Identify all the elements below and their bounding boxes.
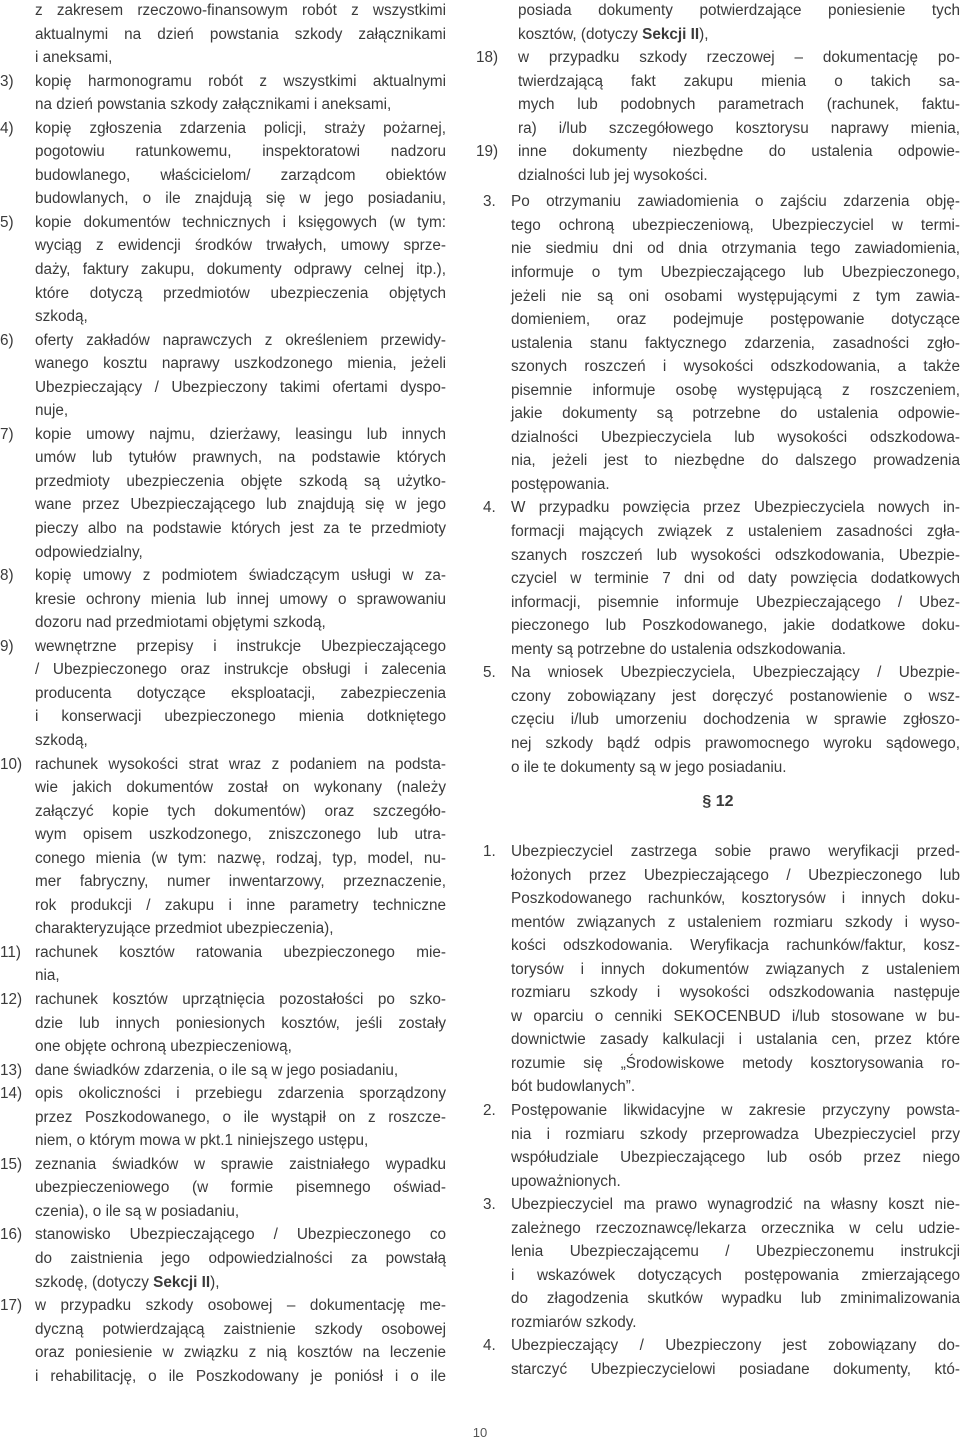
text-line: z zakresem rzeczowo-finansowym robót z wszystkimi <box>35 2 446 19</box>
section-heading: § 12 <box>702 793 734 810</box>
text-line: dzie lub innych poniesionych kosztów, jeśli zostały <box>35 1014 446 1032</box>
text-line: w przypadku szkody rzeczowej – dokumentację po- <box>518 49 960 67</box>
paragraph <box>476 1193 960 1334</box>
item-number: 15) <box>0 1155 23 1173</box>
text-line: lenia Ubezpieczającemu / Ubezpieczonemu instrukcji <box>511 1243 960 1261</box>
text-line: tego ochroną ubezpieczeniową, Ubezpieczyciel w termi- <box>511 216 960 234</box>
text-line: szkodą, <box>35 308 88 326</box>
item-number: 3) <box>0 72 14 90</box>
text-line: dyczną potwierdzającą zaistnienie szkody osobowej <box>35 1320 446 1338</box>
left-column <box>0 0 446 1388</box>
list-item <box>0 1294 446 1388</box>
text-line: nie siedmiu dni od dnia otrzymania tego zawiadomienia, <box>511 240 960 258</box>
text-line: Poszkodowanego rachunków, kosztorysów i innych doku- <box>511 890 960 908</box>
item-number: 17) <box>0 1297 23 1315</box>
text-line: dzialności Ubezpieczyciela lub wysokości odszkodowa- <box>511 428 960 446</box>
text-line: one objęte ochroną ubezpieczeniową, <box>35 1038 292 1056</box>
text-line: czenia), o ile są w posiadaniu, <box>35 1202 240 1220</box>
list-item <box>0 1059 446 1083</box>
right-column <box>476 0 960 779</box>
text-line: odpowiedzialny, <box>35 543 143 561</box>
text-line: wyciąg z ewidencji środków trwałych, umowy sprze- <box>35 237 446 255</box>
item-number: 5) <box>0 213 14 231</box>
text-line: i konserwacji ubezpieczonego mienia dotkniętego <box>35 708 446 726</box>
text-line: conego mienia (w tym: nazwę, rodzaj, typ, model, nu- <box>35 849 446 867</box>
text-line: szonych roszczeń i wysokości odszkodowania, a także <box>511 358 960 376</box>
text-line: pieczonego lub Poszkodowanego, jakie dodatkowe doku- <box>511 617 960 635</box>
paragraph <box>476 661 960 779</box>
text-line: downictwie zasady kalkulacji i ustalania cen, przez które <box>511 1031 960 1049</box>
text-line: łożonych przez Ubezpieczającego / Ubezpieczonego lub <box>511 866 960 884</box>
text-span: szkodę, (dotyczy <box>35 1273 154 1291</box>
paragraph-number: 2. <box>483 1102 496 1120</box>
text-line: Postępowanie likwidacyjne w zakresie przyczyny powsta- <box>511 1102 960 1120</box>
text-line: przedmioty ubezpieczenia objęte szkodą są użytko- <box>35 472 446 490</box>
text-line: na dzień powstania szkody załącznikami i aneksami, <box>35 96 392 114</box>
item-number: 4) <box>0 119 14 137</box>
text-line: Ubezpieczający / Ubezpieczony jest zobowiązany do- <box>511 1337 960 1355</box>
text-line: dane świadków zdarzenia, o ile są w jego posiadaniu, <box>35 1061 399 1079</box>
text-line: dzialności lub jej wysokości. <box>518 166 708 184</box>
text-line: niem, o którym mowa w pkt.1 niniejszego ustępu, <box>35 1132 369 1150</box>
text-line: menty są potrzebne do ustalenia odszkodowania. <box>511 640 847 658</box>
text-line: które dotyczą przedmiotów ubezpieczenia objętych <box>35 284 446 302</box>
text-line: kopie umowy najmu, dzierżawy, leasingu lub innych <box>35 425 446 443</box>
item-number: 7) <box>0 425 14 443</box>
item-number: 10) <box>0 755 23 773</box>
text-line: nej szkody bądź odpis prawomocnego wyroku sądowego, <box>511 734 960 752</box>
text-line: w przypadku szkody osobowej – dokumentację me- <box>35 1297 446 1315</box>
text-line: wanego kosztu naprawy uszkodzonego mienia, jeżeli <box>35 355 446 373</box>
text-line: oraz poniesienie w związku z nią kosztów na leczenie <box>35 1344 446 1362</box>
text-line: czony zobowiązany jest doręczyć postanowienie o wsz- <box>511 687 960 705</box>
text-line: budowlanego, właścicielom/ zarządcom obiektów <box>35 166 446 184</box>
text-line: pogotowiu ratunkowemu, inspektoratowi nadzoru <box>35 143 446 161</box>
text-span: kosztów, (dotyczy <box>518 25 643 43</box>
paragraph-number: 3. <box>483 193 496 211</box>
list-item <box>0 117 446 211</box>
text-span: ), <box>699 25 709 43</box>
paragraph <box>476 840 960 1099</box>
text-line: producenta dotyczące eksploatacji, zabezpieczenia <box>35 684 446 702</box>
text-line: Ubezpieczający / Ubezpieczony takimi ofertami dyspo- <box>35 378 446 396</box>
text-line: pieczy albo na podstawie których jest za te przedmioty <box>35 520 446 538</box>
text-line: ra) i/lub szczegółowego kosztorysu naprawy mienia, <box>518 119 960 137</box>
text-line: pisemnie informuje osobę występującą z roszczeniem, <box>511 381 960 399</box>
list-item <box>0 753 446 941</box>
text-line: kości odszkodowania. Weryfikacja rachunków/faktur, kosz- <box>511 937 960 955</box>
item-number: 12) <box>0 990 23 1008</box>
text-line: mentów związanych z ustaleniem rozmiaru szkody i wyso- <box>511 913 960 931</box>
list-item <box>0 211 446 329</box>
paragraph-number: 4. <box>483 499 496 517</box>
item-number: 14) <box>0 1085 23 1103</box>
text-line: jakie dokumenty są potrzebne do ustalenia odpowie- <box>511 405 960 423</box>
text-span: ), <box>210 1273 220 1291</box>
text-line: nuje, <box>35 402 69 420</box>
text-line: umów lub tytułów prawnych, na podstawie których <box>35 449 446 467</box>
paragraph <box>476 1334 960 1381</box>
text-line: kopię umowy z podmiotem świadczącym usługi w za- <box>35 567 446 585</box>
item-number: 16) <box>0 1226 23 1244</box>
text-line: bót budowlanych”. <box>511 1078 636 1096</box>
list-item <box>476 46 960 140</box>
text-line: kopię harmonogramu robót z wszystkimi aktualnymi <box>35 72 446 90</box>
item-number: 11) <box>0 943 21 961</box>
item-number: 9) <box>0 637 14 655</box>
text-line: W przypadku powzięcia przez Ubezpieczyciela nowych in- <box>511 499 960 517</box>
text-line: i wskazówek dotyczących postępowania zmierzającego <box>511 1266 960 1284</box>
text-line: rok produkcji / zakupu i inne parametry techniczne <box>35 896 446 914</box>
text-line: nia i rozmiaru szkody przeprowadza Ubezpieczyciel przy <box>511 1125 960 1143</box>
text-line: stanowisko Ubezpieczającego / Ubezpieczonego co <box>35 1226 446 1244</box>
paragraph <box>476 1099 960 1193</box>
text-line: czyciel w terminie 7 dni od daty powzięcia dodatkowych <box>511 570 960 588</box>
text-line: do złagodzenia skutków wypadku lub zminimalizowania <box>511 1290 960 1308</box>
text-line: oferty zakładów naprawczych z określeniem przewidy- <box>35 331 446 349</box>
text-line: szanych roszczeń lub wysokości odszkodowania, Ubezpie- <box>511 546 960 564</box>
text-line: torysów i innych dokumentów związanych z ustaleniem <box>511 960 960 978</box>
text-line: inne dokumenty niezbędne do ustalenia odpowie- <box>518 143 960 161</box>
text-line: rozmiaru szkody i wysokości odszkodowania następuje <box>511 984 960 1002</box>
paragraph <box>476 190 960 496</box>
text-line: częciu i/lub umorzeniu dochodzenia w sprawie zgłoszo- <box>511 711 960 729</box>
text-line: kopię zgłoszenia zdarzenia policji, straży pożarnej, <box>35 119 446 137</box>
list-item <box>0 0 446 70</box>
text-line: kresie ochrony mienia lub innej umowy o sprawowaniu <box>35 590 446 608</box>
text-line: ustalenia stanu faktycznego zdarzenia, zasadności zgło- <box>511 334 960 352</box>
text-line: i rehabilitację, o ile Poszkodowany je poniósł i o ile <box>35 1367 446 1385</box>
text-line: rachunek kosztów uprzątnięcia pozostałości po szko- <box>35 990 446 1008</box>
text-line: postępowania. <box>511 475 610 493</box>
list-item <box>0 70 446 117</box>
text-line: rozumie się „Środowiskowe metody kosztorysowania ro- <box>511 1054 960 1072</box>
text-line: załączyć kopie tych dokumentów) oraz szczegóło- <box>35 802 446 820</box>
paragraph-number: 4. <box>483 1337 496 1355</box>
item-number: 6) <box>0 331 14 349</box>
text-line: wie jakich dokumentów został on wykonany (należy <box>35 779 446 797</box>
item-number: 18) <box>476 49 499 67</box>
list-item <box>0 423 446 564</box>
text-line: szkodą, <box>35 731 88 749</box>
section-reference: Sekcji II <box>642 25 700 43</box>
text-line <box>518 23 960 47</box>
list-item <box>0 941 446 988</box>
list-item <box>0 635 446 753</box>
text-line: daży, faktury zakupu, dokumenty odprawy celnej itp.), <box>35 261 446 279</box>
text-line: jeżeli nie są oni osobami występującymi z tym zawia- <box>511 287 960 305</box>
text-line: wym opisem uszkodzonego, zniszczonego lub utra- <box>35 826 446 844</box>
text-line: twierdzającą fakt zakupu mienia o takich sa- <box>518 72 960 90</box>
text-line: przez Poszkodowanego, o ile wystąpił on z roszcze- <box>35 1108 446 1126</box>
text-line: informuje o tym Ubezpieczającego lub Ubezpieczonego, <box>511 264 960 282</box>
text-line: Ubezpieczyciel ma prawo wynagrodzić na własny koszt nie- <box>511 1196 960 1214</box>
text-line: zeznania świadków w sprawie zaistniałego wypadku <box>35 1155 446 1173</box>
list-item <box>0 1153 446 1224</box>
text-line: nia, <box>35 967 60 985</box>
text-line: Po otrzymaniu zawiadomienia o zajściu zdarzenia obję- <box>511 193 960 211</box>
list-item <box>0 564 446 635</box>
list-item <box>0 988 446 1059</box>
text-line: domieniem, oraz podejmuje postępowanie dotyczące <box>511 311 960 329</box>
item-number: 19) <box>476 143 499 161</box>
text-line <box>35 1271 446 1295</box>
list-item <box>0 329 446 423</box>
page-number: 10 <box>472 1425 488 1440</box>
text-line: rachunek kosztów ratowania ubezpieczonego mie- <box>35 943 446 961</box>
text-line: charakteryzujące przedmiot ubezpieczenia), <box>35 920 334 938</box>
text-line: Ubezpieczyciel zastrzega sobie prawo weryfikacji przed- <box>511 843 960 860</box>
paragraph <box>476 496 960 661</box>
text-line: nia, jeżeli jest to niezbędne do dalszego prowadzenia <box>511 452 960 470</box>
text-line: Na wniosek Ubezpieczyciela, Ubezpieczający / Ubezpie- <box>511 664 960 682</box>
text-line: zależnego rzeczoznawcę/lekarza orzecznika w celu udzie- <box>511 1219 960 1237</box>
text-line: wewnętrzne przepisy i instrukcje Ubezpieczającego <box>35 637 446 655</box>
text-line: / Ubezpieczonego oraz instrukcje obsługi i zalecenia <box>35 661 446 679</box>
text-line: wane przez Ubezpieczającego lub znajdują się w jego <box>35 496 446 514</box>
text-line: dozoru nad przedmiotami objętymi szkodą, <box>35 614 326 632</box>
text-line: starczyć Ubezpieczycielowi posiadane dokumenty, któ- <box>511 1361 960 1379</box>
text-line: mer fabryczny, numer inwentarzowy, przeznaczenie, <box>35 873 446 891</box>
text-line: w oparciu o cenniki SEKOCENBUD i/lub stosowane w bu- <box>511 1007 960 1025</box>
text-line: opis okoliczności i przebiegu zdarzenia sporządzony <box>35 1085 446 1103</box>
text-line: aktualnymi na dzień powstania szkody załącznikami <box>35 25 446 43</box>
text-line: współudziale Ubezpieczającego lub osób przez niego <box>511 1149 960 1167</box>
item-number: 8) <box>0 567 14 585</box>
section-reference: Sekcji II <box>153 1273 211 1291</box>
text-line: i aneksami, <box>35 49 113 67</box>
text-line: do zaistnienia jego odpowiedzialności za powstałą <box>35 1249 446 1267</box>
text-line: o ile te dokumenty są w jego posiadaniu. <box>511 758 787 776</box>
text-line: upoważnionych. <box>511 1172 621 1190</box>
list-item <box>0 1223 446 1294</box>
text-line: ubezpieczeniowego (w formie pisemnego oświad- <box>35 1179 446 1197</box>
paragraph-number: 1. <box>483 843 496 860</box>
text-line: formacji mających związek z ustaleniem zasadności zgła- <box>511 523 960 541</box>
text-line: posiada dokumenty potwierdzające poniesienie tych <box>518 2 960 19</box>
list-item <box>476 0 960 46</box>
text-line: rozmiarów szkody. <box>511 1313 637 1331</box>
list-item <box>476 140 960 187</box>
item-number: 13) <box>0 1061 23 1079</box>
text-line: informacji, pisemnie informuje Ubezpieczającego / Ubez- <box>511 593 960 611</box>
paragraph-number: 3. <box>483 1196 496 1214</box>
text-line: budowlanych, o ile znajdują się w jego posiadaniu, <box>35 190 446 208</box>
text-line: mych lub podobnych parametrach (rachunek, faktu- <box>518 96 960 114</box>
paragraph-number: 5. <box>483 664 496 682</box>
text-line: kopie dokumentów technicznych i księgowych (w tym: <box>35 213 446 231</box>
right-column-lower <box>476 840 960 1382</box>
list-item <box>0 1082 446 1153</box>
text-line: rachunek wysokości strat wraz z podaniem na podsta- <box>35 755 446 773</box>
